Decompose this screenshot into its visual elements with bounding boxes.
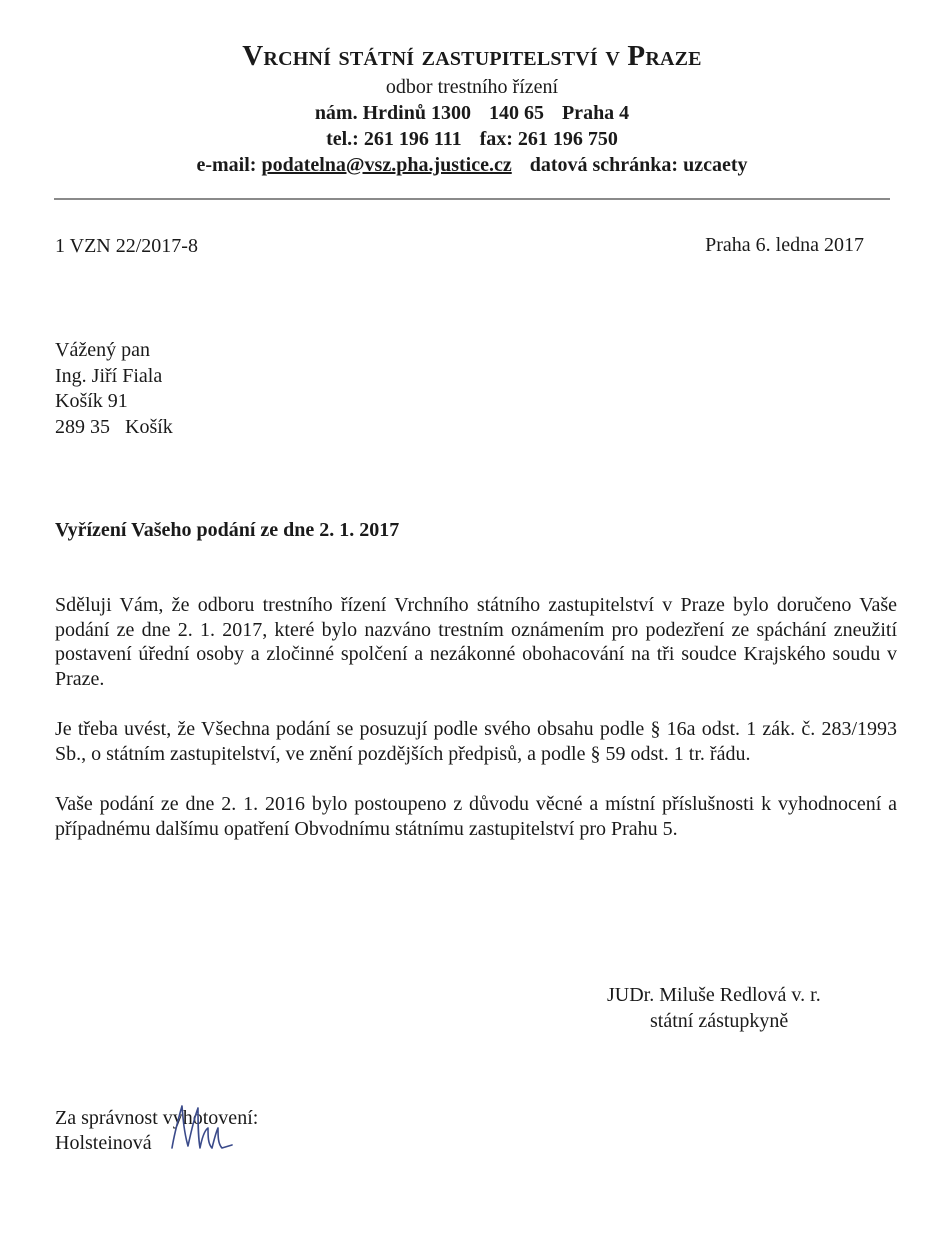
addressee-name: Ing. Jiří Fiala — [55, 364, 163, 387]
signatory-role: státní zástupkyně — [650, 1010, 789, 1032]
addressee-zip: 289 35 — [55, 415, 110, 438]
addressee-block — [55, 338, 173, 440]
signatory-name: JUDr. Miluše Redlová v. r. — [607, 984, 821, 1006]
email-label: e-mail: — [196, 154, 257, 176]
addressee-street: Košík 91 — [55, 390, 128, 412]
addressee-city-line — [55, 415, 173, 441]
email-link[interactable]: podatelna@vsz.pha.justice.cz — [261, 154, 512, 176]
body-paragraph: Vaše podání ze dne 2. 1. 2016 bylo postoupeno z důvodu věcné a místní příslušnosti k vyhodnocení a případnému dalšímu opatření Obvodnímu státnímu zastupitelství pro Prahu 5. — [55, 793, 897, 840]
letter-date: Praha 6. ledna 2017 — [705, 234, 864, 256]
salutation: Vážený pan — [55, 339, 150, 361]
address-street: nám. Hrdinů 1300 — [314, 102, 471, 124]
signature-block — [607, 982, 821, 1034]
fax: fax: 261 196 750 — [479, 128, 618, 150]
body-paragraph: Sděluji Vám, že odboru trestního řízení Vrchního státního zastupitelství v Praze bylo doručeno Vaše podání ze dne 2. 1. 2017, které bylo nazváno trestním oznámením pro podezření ze spáchání zneužití postavení úřední osoby a zločinné spolčení a nezákonné obohacování na tři soudce Krajského soudu v Praze. — [55, 594, 897, 690]
addressee-city: Košík — [125, 415, 173, 438]
reference-number: 1 VZN 22/2017-8 — [55, 235, 198, 257]
office-address — [0, 100, 944, 126]
contact-line — [0, 152, 944, 178]
header-divider — [54, 198, 890, 200]
body-paragraph: Je třeba uvést, že Všechna podání se posuzují podle svého obsahu podle § 16a odst. 1 zák. č. 283/1993 Sb., o státním zastupitelství, ve znění pozdějších předpisů, a podle § 59 odst. 1 tr. řádu. — [55, 718, 897, 765]
department-name: odbor trestního řízení — [385, 76, 559, 98]
verifier-name: Holsteinová — [55, 1132, 152, 1154]
letterhead — [0, 38, 944, 178]
databox: datová schránka: uzcaety — [529, 154, 748, 176]
organization-name: Vrchní státní zastupitelství v Praze — [242, 40, 702, 72]
letter-body — [55, 593, 897, 867]
letter-subject: Vyřízení Vašeho podání ze dne 2. 1. 2017 — [55, 519, 400, 541]
telephone: tel.: 261 196 111 — [326, 128, 462, 150]
handwritten-initials-icon — [158, 1098, 238, 1158]
phone-line — [0, 126, 944, 152]
address-city: Praha 4 — [561, 102, 630, 124]
address-zip: 140 65 — [488, 102, 544, 124]
verification-label: Za správnost vyhotovení: — [55, 1107, 259, 1129]
